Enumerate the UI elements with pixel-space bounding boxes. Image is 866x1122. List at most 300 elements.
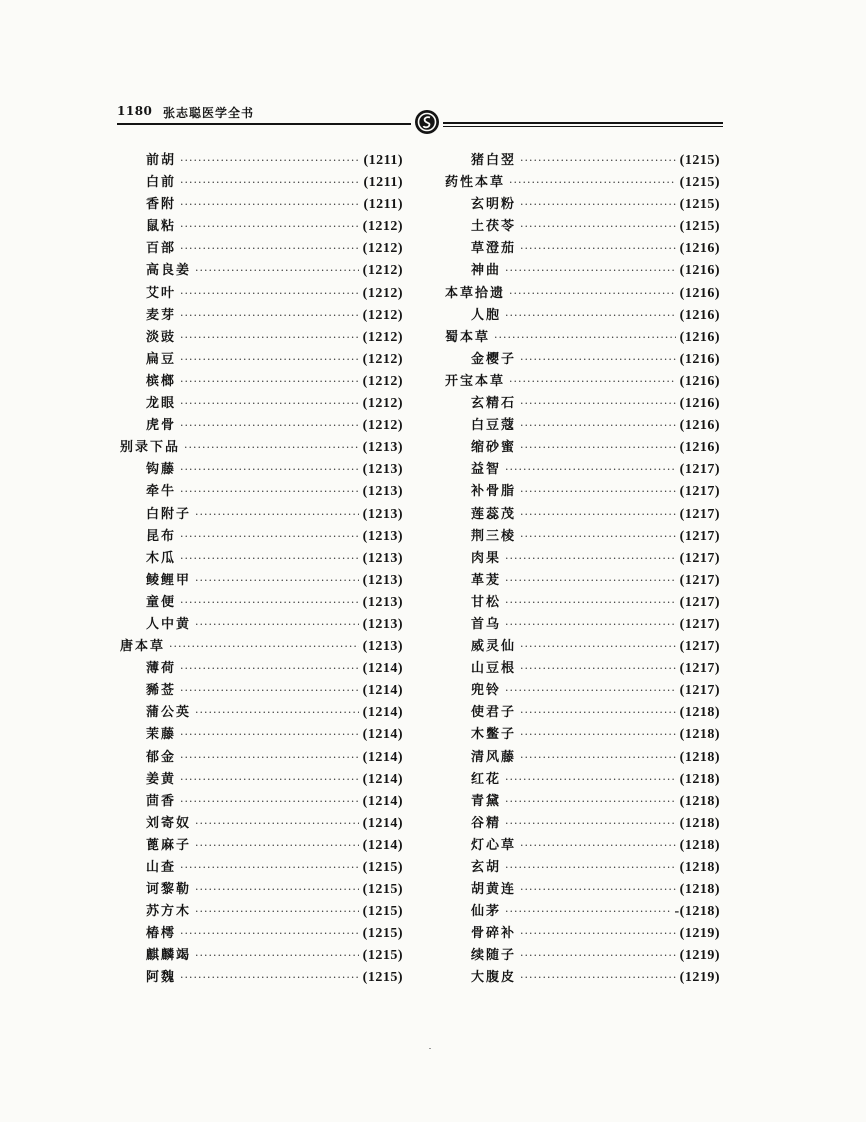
entry-page-number: (1213) <box>362 506 403 522</box>
entry-page-number: (1212) <box>362 373 403 389</box>
entry-title: 缩砂蜜 <box>471 440 517 456</box>
dot-leader <box>195 945 359 967</box>
dot-leader <box>195 901 359 923</box>
toc-entry <box>120 724 403 746</box>
entry-page-number: (1213) <box>362 440 403 456</box>
toc-entry <box>120 658 403 680</box>
dot-leader <box>509 172 676 194</box>
entry-title: 骨碎补 <box>471 926 517 942</box>
dot-leader <box>195 260 359 282</box>
toc-entry <box>445 504 720 526</box>
toc-entry <box>120 614 403 636</box>
toc-section-entry <box>445 371 720 393</box>
toc-entry <box>120 813 403 835</box>
toc-entry <box>445 879 720 901</box>
entry-title: 苏方木 <box>146 904 192 920</box>
entry-page-number: (1217) <box>679 528 720 544</box>
toc-entry <box>120 945 403 967</box>
toc-entry <box>445 481 720 503</box>
toc-entry <box>120 459 403 481</box>
dot-leader <box>505 769 676 791</box>
dot-leader <box>180 283 359 305</box>
dot-leader <box>180 371 359 393</box>
entry-title: 威灵仙 <box>471 639 517 655</box>
dot-leader <box>505 592 676 614</box>
entry-page-number: (1218) <box>679 882 720 898</box>
entry-title: 药性本草 <box>445 175 506 191</box>
dot-leader <box>520 349 676 371</box>
entry-page-number: (1213) <box>362 462 403 478</box>
entry-title: 香附 <box>146 197 177 213</box>
header-rule-right-thin <box>443 126 723 127</box>
dot-leader <box>180 216 359 238</box>
entry-title: 龙眼 <box>146 396 177 412</box>
entry-title: 麦芽 <box>146 307 177 323</box>
entry-page-number: (1214) <box>362 705 403 721</box>
toc-right-column <box>445 150 720 990</box>
toc-entry <box>445 194 720 216</box>
entry-page-number: (1217) <box>679 484 720 500</box>
entry-page-number: -(1218) <box>674 904 720 920</box>
entry-title: 首乌 <box>471 616 502 632</box>
toc-entry <box>445 747 720 769</box>
entry-page-number: (1219) <box>679 926 720 942</box>
entry-page-number: (1212) <box>362 263 403 279</box>
toc-entry <box>120 570 403 592</box>
entry-title: 前胡 <box>146 153 177 168</box>
entry-title: 胡黄连 <box>471 882 517 898</box>
toc-entry <box>120 835 403 857</box>
entry-title: 麒麟竭 <box>146 948 192 964</box>
toc-entry <box>445 702 720 724</box>
entry-title: 别录下品 <box>120 440 181 456</box>
entry-page-number: (1217) <box>679 550 720 566</box>
entry-title: 灯心草 <box>471 837 517 853</box>
entry-page-number: (1213) <box>362 639 403 655</box>
entry-page-number: (1217) <box>679 572 720 588</box>
entry-title: 诃黎勒 <box>146 882 192 898</box>
entry-title: 本草拾遗 <box>445 285 506 301</box>
entry-page-number: (1218) <box>679 749 720 765</box>
entry-title: 昆布 <box>146 528 177 544</box>
entry-page-number: (1211) <box>363 197 403 213</box>
entry-title: 百部 <box>146 241 177 257</box>
dot-leader <box>509 283 676 305</box>
entry-page-number: (1212) <box>362 241 403 257</box>
dot-leader <box>509 371 676 393</box>
entry-page-number: (1211) <box>363 153 403 168</box>
toc-entry <box>445 857 720 879</box>
entry-page-number: (1214) <box>362 749 403 765</box>
entry-title: 阿魏 <box>146 970 177 986</box>
entry-page-number: (1216) <box>679 263 720 279</box>
entry-page-number: (1213) <box>362 616 403 632</box>
entry-title: 豨莶 <box>146 683 177 699</box>
dot-leader <box>195 813 359 835</box>
entry-page-number: (1217) <box>679 661 720 677</box>
entry-page-number: (1214) <box>362 661 403 677</box>
entry-title: 开宝本草 <box>445 373 506 389</box>
dot-leader <box>505 813 676 835</box>
toc-entry <box>120 194 403 216</box>
entry-page-number: (1212) <box>362 285 403 301</box>
page-speck <box>429 1048 431 1049</box>
entry-page-number: (1217) <box>679 616 720 632</box>
entry-title: 蜀本草 <box>445 329 491 345</box>
dot-leader <box>520 747 676 769</box>
entry-page-number: (1212) <box>362 396 403 412</box>
entry-title: 玄明粉 <box>471 197 517 213</box>
page-number: 1180 <box>117 104 153 118</box>
dot-leader <box>195 702 359 724</box>
entry-page-number: (1216) <box>679 351 720 367</box>
entry-page-number: (1212) <box>362 219 403 235</box>
entry-title: 荆三棱 <box>471 528 517 544</box>
entry-page-number: (1216) <box>679 241 720 257</box>
dot-leader <box>520 415 676 437</box>
dot-leader <box>505 680 676 702</box>
entry-title: 清风藤 <box>471 749 517 765</box>
entry-page-number: (1215) <box>679 197 720 213</box>
entry-title: 红花 <box>471 771 502 787</box>
dot-leader <box>180 194 359 216</box>
toc-entry <box>445 967 720 989</box>
entry-title: 谷精 <box>471 815 502 831</box>
header-rule-right <box>443 122 723 124</box>
dot-leader <box>520 504 676 526</box>
entry-page-number: (1212) <box>362 329 403 345</box>
header-rule-left <box>117 123 411 125</box>
toc-entry <box>445 945 720 967</box>
entry-page-number: (1214) <box>362 815 403 831</box>
entry-title: 甘松 <box>471 594 502 610</box>
entry-page-number: (1215) <box>679 175 720 191</box>
toc-entry <box>445 150 720 172</box>
entry-page-number: (1215) <box>362 904 403 920</box>
toc-entry <box>120 592 403 614</box>
toc-entry <box>120 857 403 879</box>
toc-entry <box>120 260 403 282</box>
dot-leader <box>520 238 676 260</box>
entry-page-number: (1216) <box>679 440 720 456</box>
toc-section-entry <box>120 636 403 658</box>
entry-title: 高良姜 <box>146 263 192 279</box>
entry-title: 童便 <box>146 594 177 610</box>
entry-title: 人中黄 <box>146 616 192 632</box>
toc-entry <box>120 791 403 813</box>
entry-page-number: (1217) <box>679 506 720 522</box>
dot-leader <box>520 216 676 238</box>
dot-leader <box>505 614 676 636</box>
dot-leader <box>180 791 359 813</box>
dot-leader <box>505 548 676 570</box>
toc-entry <box>120 150 403 172</box>
toc-entry <box>445 901 720 923</box>
entry-title: 革茇 <box>471 572 502 588</box>
toc-entry <box>445 260 720 282</box>
entry-page-number: (1217) <box>679 639 720 655</box>
entry-page-number: (1218) <box>679 771 720 787</box>
entry-page-number: (1212) <box>362 418 403 434</box>
entry-title: 槟榔 <box>146 373 177 389</box>
entry-title: 大腹皮 <box>471 970 517 986</box>
entry-page-number: (1216) <box>679 373 720 389</box>
entry-title: 椿樗 <box>146 926 177 942</box>
entry-title: 青黛 <box>471 793 502 809</box>
dot-leader <box>505 260 676 282</box>
dot-leader <box>169 636 359 658</box>
entry-page-number: (1217) <box>679 683 720 699</box>
entry-page-number: (1215) <box>362 882 403 898</box>
toc-entry <box>120 548 403 570</box>
entry-title: 刘寄奴 <box>146 815 192 831</box>
toc-entry <box>120 415 403 437</box>
toc-entry <box>445 570 720 592</box>
entry-title: 薄荷 <box>146 661 177 677</box>
toc-entry <box>120 283 403 305</box>
entry-page-number: (1214) <box>362 771 403 787</box>
running-header <box>117 104 723 132</box>
dot-leader <box>520 945 676 967</box>
entry-title: 鼠粘 <box>146 219 177 235</box>
toc-entry <box>445 592 720 614</box>
entry-title: 金樱子 <box>471 351 517 367</box>
dot-leader <box>180 150 359 172</box>
dot-leader <box>520 194 676 216</box>
toc-entry <box>445 305 720 327</box>
entry-title: 茴香 <box>146 793 177 809</box>
dot-leader <box>180 967 359 989</box>
dot-leader <box>180 923 359 945</box>
toc-entry <box>445 548 720 570</box>
entry-title: 补骨脂 <box>471 484 517 500</box>
dot-leader <box>505 459 676 481</box>
entry-page-number: (1219) <box>679 948 720 964</box>
toc-entry <box>445 393 720 415</box>
toc-entry <box>445 349 720 371</box>
dot-leader <box>520 967 676 989</box>
entry-title: 人胞 <box>471 307 502 323</box>
dot-leader <box>180 459 359 481</box>
dot-leader <box>505 570 676 592</box>
entry-title: 益智 <box>471 462 502 478</box>
entry-page-number: (1218) <box>679 860 720 875</box>
dot-leader <box>180 238 359 260</box>
toc-entry <box>120 967 403 989</box>
dot-leader <box>505 857 676 879</box>
entry-title: 唐本草 <box>120 639 166 655</box>
dot-leader <box>520 526 676 548</box>
entry-page-number: (1214) <box>362 727 403 743</box>
entry-title: 钩藤 <box>146 462 177 478</box>
dot-leader <box>505 305 676 327</box>
entry-title: 山查 <box>146 860 177 875</box>
toc-entry <box>120 769 403 791</box>
entry-page-number: (1217) <box>679 594 720 610</box>
entry-title: 淡豉 <box>146 329 177 345</box>
entry-title: 玄精石 <box>471 396 517 412</box>
entry-page-number: (1216) <box>679 418 720 434</box>
dot-leader <box>520 724 676 746</box>
dot-leader <box>520 481 676 503</box>
toc-entry <box>120 238 403 260</box>
toc-entry <box>445 415 720 437</box>
toc-entry <box>120 172 403 194</box>
entry-title: 虎骨 <box>146 418 177 434</box>
dot-leader <box>180 769 359 791</box>
entry-page-number: (1212) <box>362 351 403 367</box>
toc-entry <box>120 747 403 769</box>
entry-title: 山豆根 <box>471 661 517 677</box>
toc-entry <box>120 901 403 923</box>
entry-page-number: (1214) <box>362 683 403 699</box>
entry-title: 艾叶 <box>146 285 177 301</box>
dot-leader <box>180 658 359 680</box>
entry-page-number: (1213) <box>362 550 403 566</box>
toc-entry <box>445 923 720 945</box>
dot-leader <box>520 835 676 857</box>
entry-title: 续随子 <box>471 948 517 964</box>
dot-leader <box>520 636 676 658</box>
toc-section-entry <box>445 283 720 305</box>
entry-title: 蒲公英 <box>146 705 192 721</box>
entry-title: 白豆蔻 <box>471 418 517 434</box>
entry-title: 木鳖子 <box>471 727 517 743</box>
toc-section-entry <box>445 327 720 349</box>
dot-leader <box>505 901 670 923</box>
entry-page-number: (1213) <box>362 594 403 610</box>
dot-leader <box>180 680 359 702</box>
toc-entry <box>120 481 403 503</box>
entry-page-number: (1212) <box>362 307 403 323</box>
toc-entry <box>120 349 403 371</box>
entry-page-number: (1214) <box>362 837 403 853</box>
dot-leader <box>195 504 359 526</box>
toc-entry <box>120 504 403 526</box>
dot-leader <box>180 415 359 437</box>
entry-page-number: (1216) <box>679 396 720 412</box>
toc-entry <box>445 459 720 481</box>
entry-title: 扁豆 <box>146 351 177 367</box>
dot-leader <box>180 548 359 570</box>
dot-leader <box>180 747 359 769</box>
dot-leader <box>520 923 676 945</box>
dot-leader <box>195 879 359 901</box>
dot-leader <box>180 327 359 349</box>
entry-title: 郁金 <box>146 749 177 765</box>
dot-leader <box>180 592 359 614</box>
toc-entry <box>445 791 720 813</box>
entry-title: 肉果 <box>471 550 502 566</box>
toc-entry <box>445 680 720 702</box>
entry-page-number: (1213) <box>362 572 403 588</box>
entry-page-number: (1211) <box>363 175 403 191</box>
entry-page-number: (1218) <box>679 815 720 831</box>
entry-title: 姜黄 <box>146 771 177 787</box>
entry-title: 兜铃 <box>471 683 502 699</box>
toc-entry <box>120 305 403 327</box>
entry-title: 使君子 <box>471 705 517 721</box>
toc-entry <box>445 724 720 746</box>
dot-leader <box>520 150 676 172</box>
toc-entry <box>120 216 403 238</box>
dot-leader <box>520 437 676 459</box>
publisher-emblem-icon <box>413 108 441 136</box>
book-title: 张志聪医学全书 <box>163 106 255 120</box>
toc-entry <box>120 526 403 548</box>
dot-leader <box>505 791 676 813</box>
toc-entry <box>120 327 403 349</box>
entry-page-number: (1217) <box>679 462 720 478</box>
entry-title: 仙茅 <box>471 904 502 920</box>
entry-page-number: (1214) <box>362 793 403 809</box>
toc-entry <box>445 614 720 636</box>
toc-entry <box>445 769 720 791</box>
entry-page-number: (1215) <box>362 948 403 964</box>
dot-leader <box>195 835 359 857</box>
toc-section-entry <box>445 172 720 194</box>
dot-leader <box>180 526 359 548</box>
toc-entry <box>445 216 720 238</box>
dot-leader <box>184 437 359 459</box>
entry-page-number: (1218) <box>679 705 720 721</box>
toc-entry <box>445 835 720 857</box>
entry-title: 猪白翌 <box>471 153 517 168</box>
toc-entry <box>445 238 720 260</box>
toc-entry <box>120 393 403 415</box>
dot-leader <box>520 702 676 724</box>
toc-entry <box>445 636 720 658</box>
entry-title: 神曲 <box>471 263 502 279</box>
dot-leader <box>520 393 676 415</box>
dot-leader <box>180 393 359 415</box>
toc-entry <box>445 437 720 459</box>
toc-entry <box>445 658 720 680</box>
entry-page-number: (1216) <box>679 285 720 301</box>
dot-leader <box>195 614 359 636</box>
entry-page-number: (1215) <box>362 926 403 942</box>
entry-page-number: (1215) <box>679 153 720 168</box>
dot-leader <box>180 857 359 879</box>
dot-leader <box>195 570 359 592</box>
dot-leader <box>494 327 676 349</box>
dot-leader <box>180 724 359 746</box>
entry-page-number: (1215) <box>362 970 403 986</box>
toc-entry <box>120 702 403 724</box>
dot-leader <box>180 349 359 371</box>
dot-leader <box>520 658 676 680</box>
dot-leader <box>180 305 359 327</box>
entry-title: 蓖麻子 <box>146 837 192 853</box>
entry-page-number: (1216) <box>679 307 720 323</box>
entry-page-number: (1213) <box>362 528 403 544</box>
entry-page-number: (1218) <box>679 837 720 853</box>
entry-page-number: (1218) <box>679 727 720 743</box>
entry-title: 草澄茄 <box>471 241 517 257</box>
entry-title: 牵牛 <box>146 484 177 500</box>
entry-title: 木瓜 <box>146 550 177 566</box>
entry-title: 土茯苓 <box>471 219 517 235</box>
entry-page-number: (1215) <box>362 860 403 875</box>
entry-page-number: (1219) <box>679 970 720 986</box>
entry-page-number: (1215) <box>679 219 720 235</box>
toc-left-column <box>120 150 403 990</box>
entry-title: 茉藤 <box>146 727 177 743</box>
entry-title: 莲蕊茂 <box>471 506 517 522</box>
dot-leader <box>180 172 359 194</box>
dot-leader <box>520 879 676 901</box>
toc-entry <box>445 813 720 835</box>
